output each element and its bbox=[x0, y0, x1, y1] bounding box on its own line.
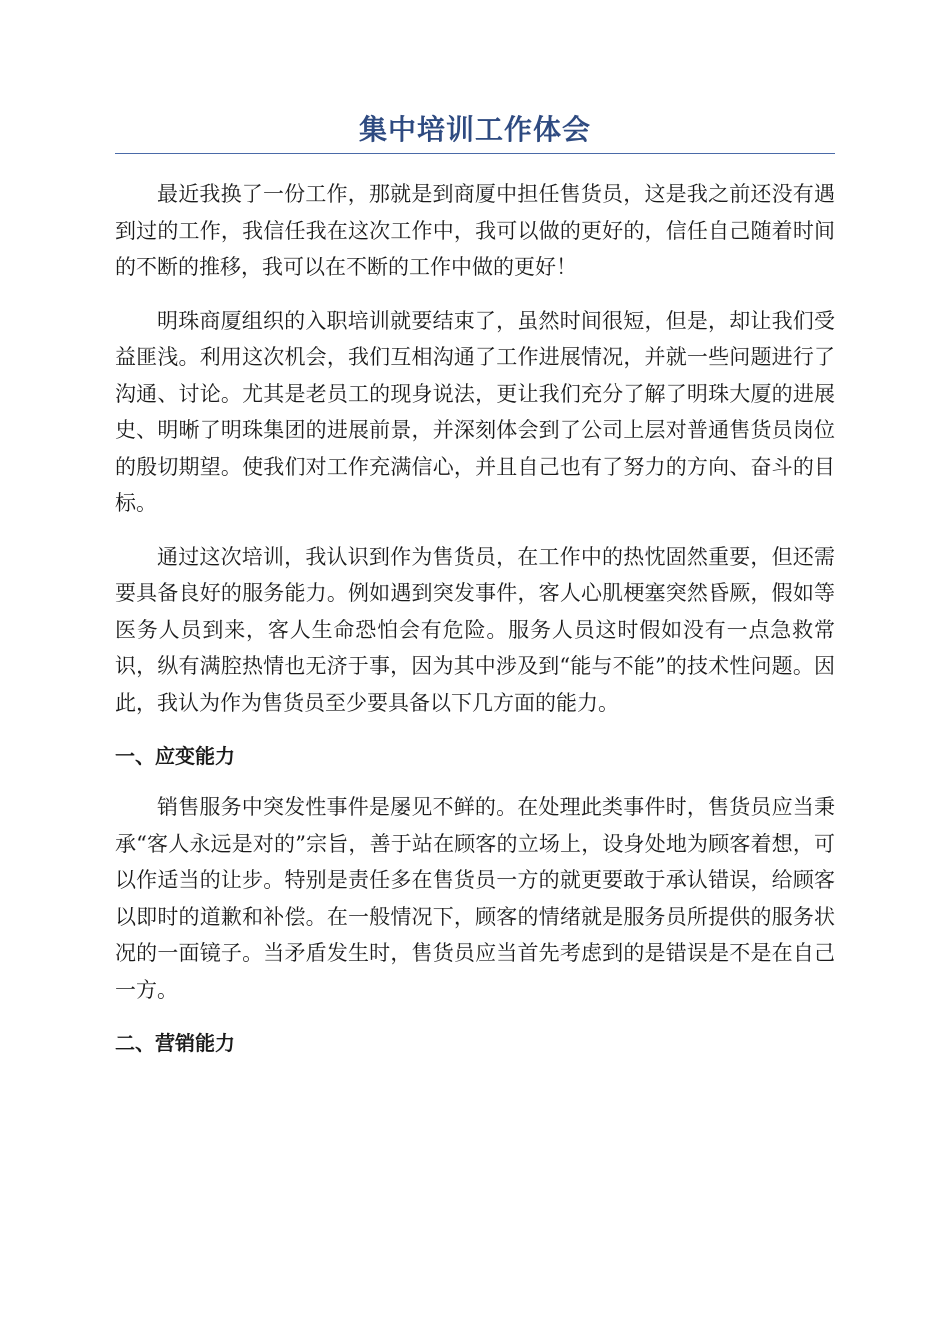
paragraph-intro: 最近我换了一份工作，那就是到商厦中担任售货员，这是我之前还没有遇到过的工作，我信任我在这次工作中，我可以做的更好的，信任自己随着时间的不断的推移，我可以在不断的工作中做的更好！ bbox=[115, 182, 835, 279]
section-heading-adaptability: 一、应变能力 bbox=[115, 744, 235, 768]
section-heading-marketing: 二、营销能力 bbox=[115, 1031, 235, 1055]
document-title: 集中培训工作体会 bbox=[358, 113, 591, 146]
paragraph-service-ability: 通过这次培训，我认识到作为售货员，在工作中的热忱固然重要，但还需要具备良好的服务能力。例如遇到突发事件，客人心肌梗塞突然昏厥，假如等医务人员到来，客人生命恐怕会有危险。服务人员这时假如没有一点急救常识，纵有满腔热情也无济于事，因为其中涉及到“能与不能”的技术性问题。因此，我认为作为售货员至少要具备以下几方面的能力。 bbox=[115, 544, 835, 715]
paragraph-adaptability: 销售服务中突发性事件是屡见不鲜的。在处理此类事件时，售货员应当秉承“客人永远是对的”宗旨，善于站在顾客的立场上，设身处地为顾客着想，可以作适当的让步。特别是责任多在售货员一方的就更要敢于承认错误，给顾客以即时的道歉和补偿。在一般情况下，顾客的情绪就是服务员所提供的服务状况的一面镜子。当矛盾发生时，售货员应当首先考虑到的是错误是不是在自己一方。 bbox=[115, 795, 835, 1002]
paragraph-training-summary: 明珠商厦组织的入职培训就要结束了，虽然时间很短，但是，却让我们受益匪浅。利用这次机会，我们互相沟通了工作进展情况，并就一些问题进行了沟通、讨论。尤其是老员工的现身说法，更让我们充分了解了明珠大厦的进展史、明晰了明珠集团的进展前景，并深刻体会到了公司上层对普通售货员岗位的殷切期望。使我们对工作充满信心，并且自己也有了努力的方向、奋斗的目标。 bbox=[115, 308, 835, 515]
title-underline bbox=[115, 153, 835, 154]
document-body bbox=[115, 110, 835, 1076]
